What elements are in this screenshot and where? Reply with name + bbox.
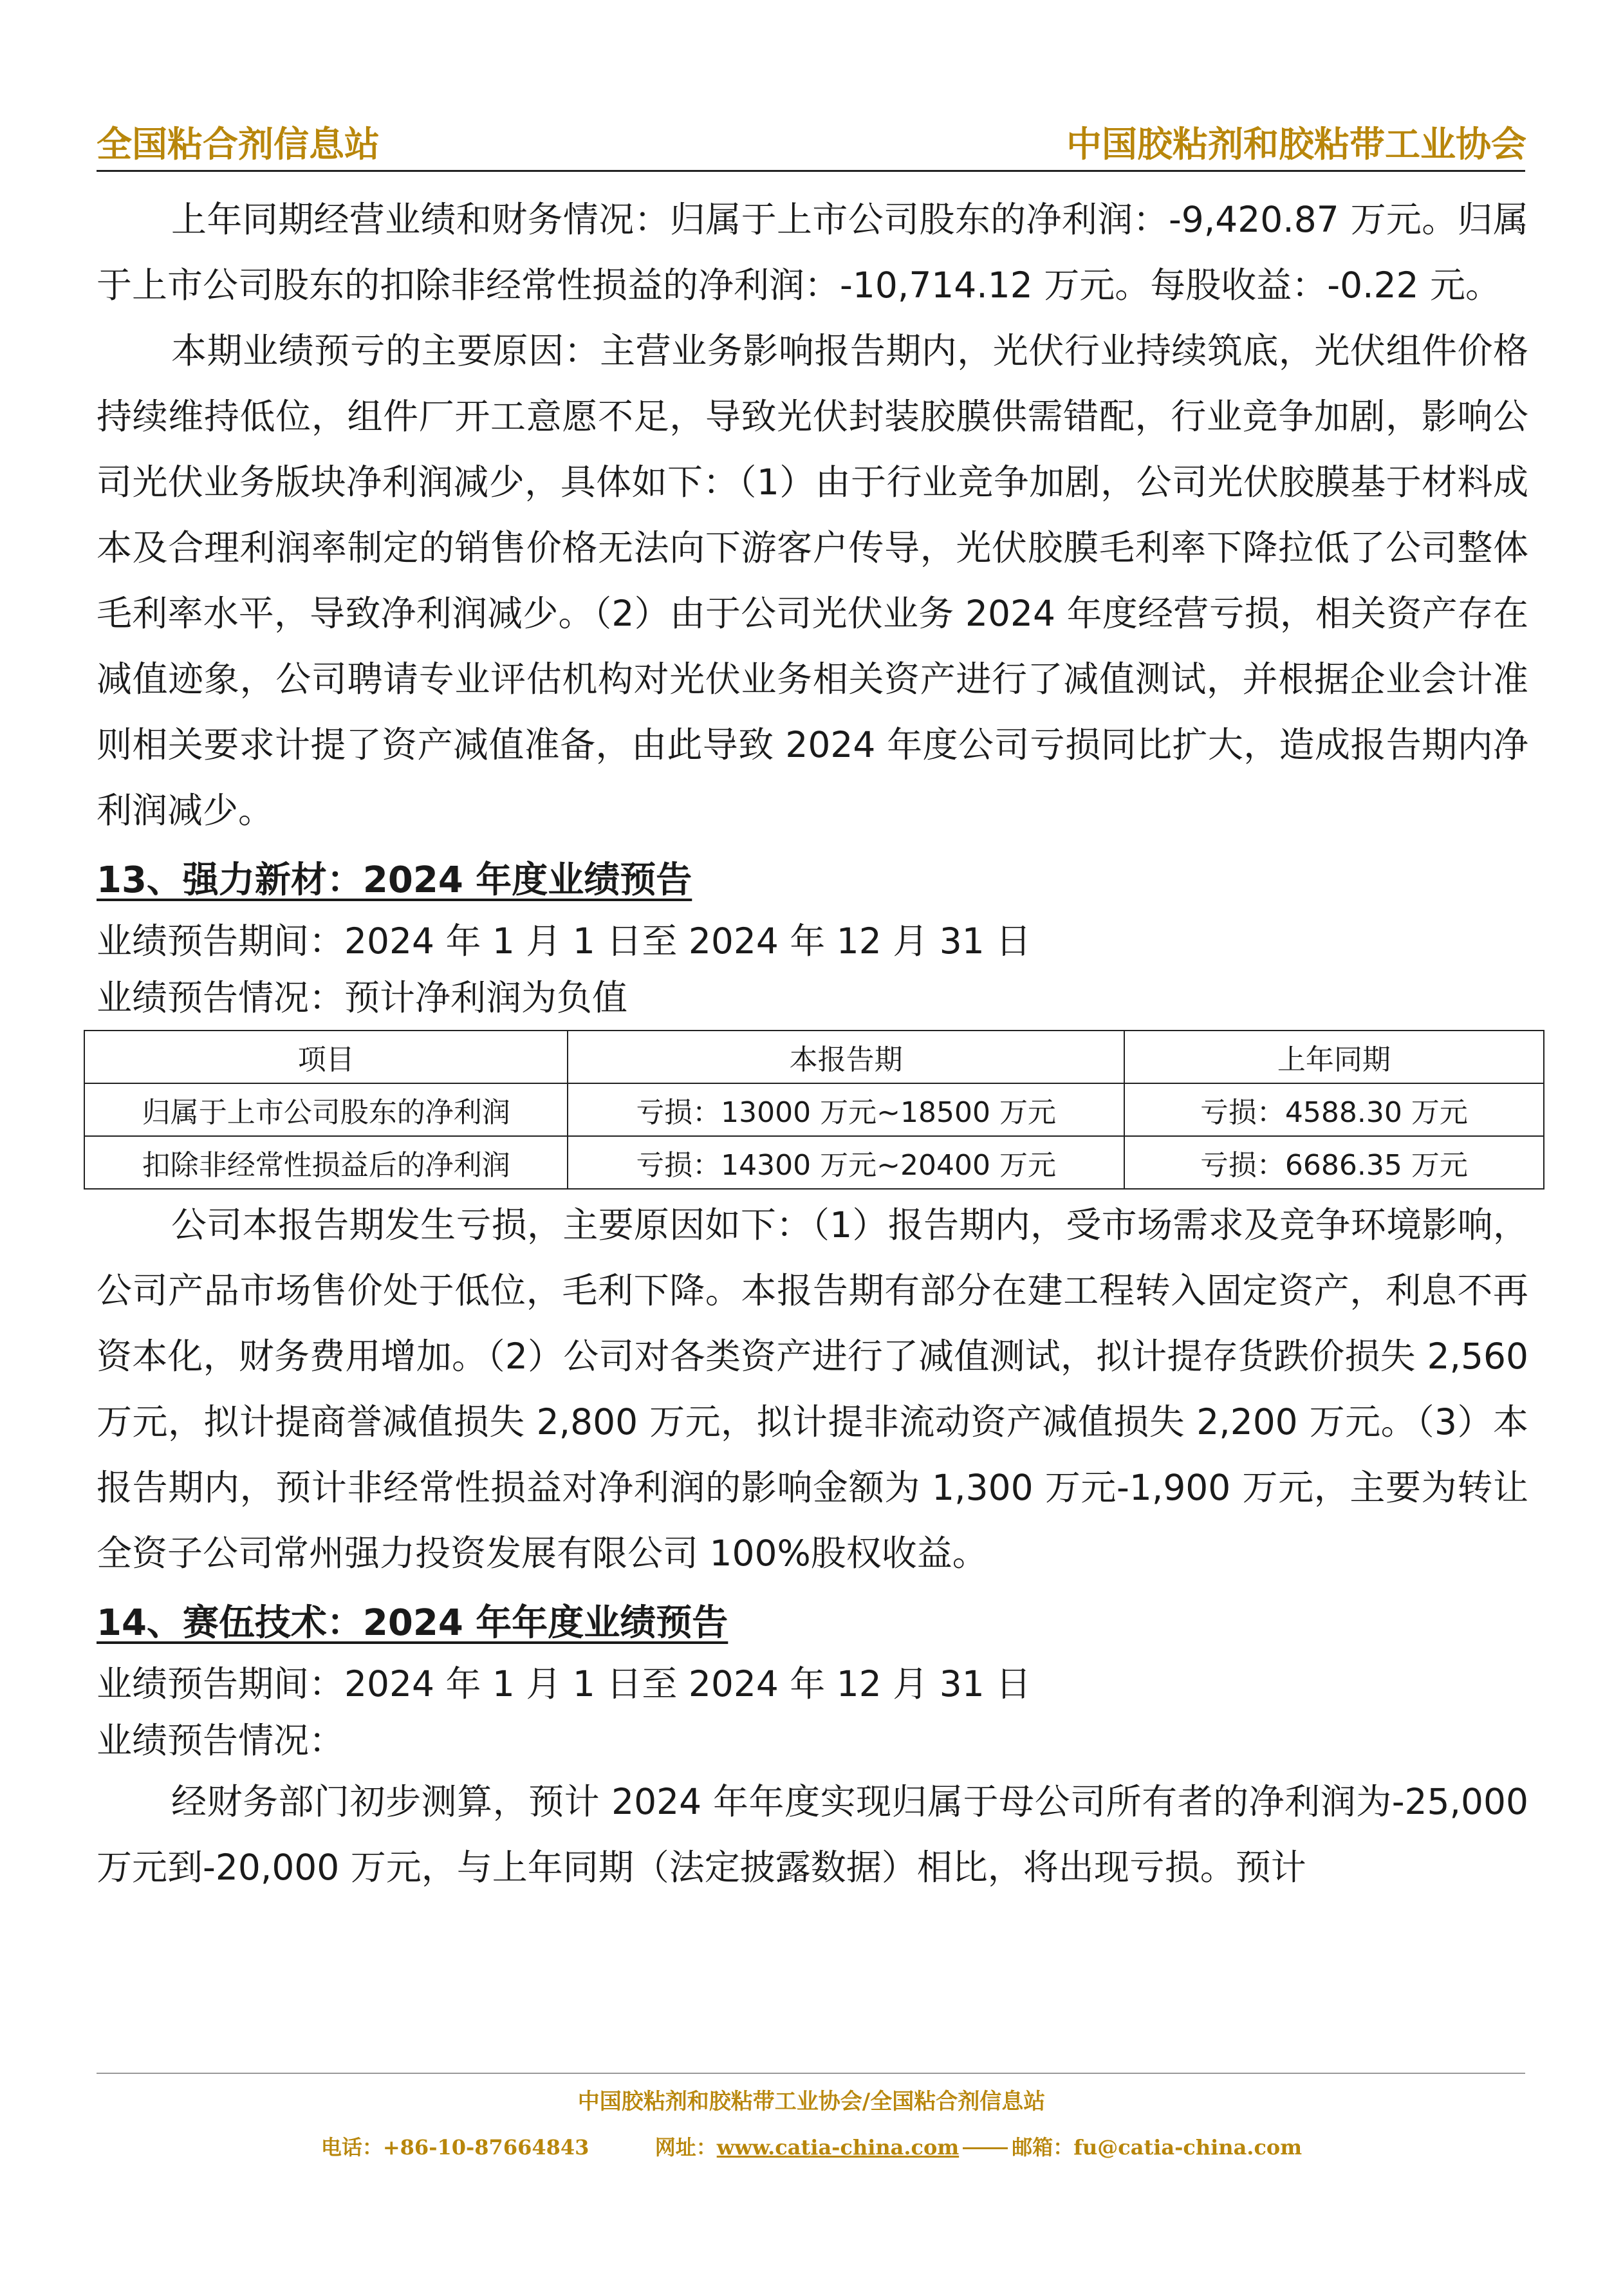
table-row [84, 1136, 1544, 1189]
footer-website-label: 网址： [654, 2135, 717, 2160]
document-body [97, 187, 1528, 1900]
footer-email[interactable]: 邮箱：fu@catia-china.com [1012, 2135, 1303, 2160]
footer-organization: 中国胶粘剂和胶粘带工业协会/全国粘合剂信息站 [577, 2089, 1046, 2114]
table-cell: 亏损：14300 万元~20400 万元 [568, 1136, 1124, 1189]
table-header-cell: 本报告期 [568, 1031, 1124, 1083]
table-row [84, 1083, 1544, 1136]
footer-divider [97, 2073, 1525, 2074]
table-cell: 亏损：4588.30 万元 [1124, 1083, 1544, 1136]
section-title-14: 14、赛伍技术：2024 年年度业绩预告 [97, 1602, 728, 1644]
paragraph-prior-year-results: 上年同期经营业绩和财务情况：归属于上市公司股东的净利润：-9,420.87 万元。归属于上市公司股东的扣除非经常性损益的净利润：-10,714.12 万元。每股收益：-0.22 元。 [97, 199, 1528, 306]
footer-phone: 电话：+86-10-87664843 [320, 2135, 589, 2160]
forecast-period-14: 业绩预告期间：2024 年 1 月 1 日至 2024 年 12 月 31 日 [97, 1663, 1032, 1704]
performance-table [84, 1030, 1544, 1190]
paragraph-forecast-14: 经财务部门初步测算，预计 2024 年年度实现归属于母公司所有者的净利润为-25,000 万元到-20,000 万元，与上年同期（法定披露数据）相比，将出现亏损。预计 [97, 1781, 1528, 1888]
footer-website-link[interactable]: www.catia-china.com [716, 2135, 960, 2160]
paragraph-loss-reasons: 本期业绩预亏的主要原因：主营业务影响报告期内，光伏行业持续筑底，光伏组件价格持续维持低位，组件厂开工意愿不足，导致光伏封装胶膜供需错配，行业竞争加剧，影响公司光伏业务版块净利润减少，具体如下：（1）由于行业竞争加剧，公司光伏胶膜基于材料成本及合理利润率制定的销售价格无法向下游客户传导，光伏胶膜毛利率下降拉低了公司整体毛利率水平，导致净利润减少。（2）由于公司光伏业务 2024 年度经营亏损，相关资产存在减值迹象，公司聘请专业评估机构对光伏业务相关资产进行了减值测试，并根据企业会计准则相关要求计提了资产减值准备，由此导致 2024 年度公司亏损同比扩大，造成报告期内净利润减少。 [97, 330, 1528, 831]
paragraph-loss-causes-13: 公司本报告期发生亏损，主要原因如下：（1）报告期内，受市场需求及竞争环境影响，公司产品市场售价处于低位，毛利下降。本报告期有部分在建工程转入固定资产，利息不再资本化，财务费用增加。（2）公司对各类资产进行了减值测试，拟计提存货跌价损失 2,560 万元，拟计提商誉减值损失 2,800 万元，拟计提非流动资产减值损失 2,200 万元。（3）本报告期内，预计非经常性损益对净利润的影响金额为 1,300 万元-1,900 万元，主要为转让全资子公司常州强力投资发展有限公司 100%股权收益。 [97, 1204, 1528, 1574]
section-title-13: 13、强力新材：2024 年度业绩预告 [97, 859, 692, 901]
forecast-period-13: 业绩预告期间：2024 年 1 月 1 日至 2024 年 12 月 31 日 [97, 920, 1032, 962]
header-association-name: 中国胶粘剂和胶粘带工业协会 [1066, 124, 1526, 165]
table-header-cell: 项目 [84, 1031, 568, 1083]
table-header-row [84, 1031, 1544, 1083]
footer-contact [0, 2128, 1623, 2167]
header-site-name: 全国粘合剂信息站 [97, 124, 380, 165]
table-cell: 亏损：6686.35 万元 [1124, 1136, 1544, 1189]
table-cell: 归属于上市公司股东的净利润 [84, 1083, 568, 1136]
header-divider [97, 170, 1525, 172]
table-cell: 亏损：13000 万元~18500 万元 [568, 1083, 1124, 1136]
forecast-status-13: 业绩预告情况：预计净利润为负值 [97, 977, 628, 1018]
table-header-cell: 上年同期 [1124, 1031, 1544, 1083]
table-cell: 扣除非经常性损益后的净利润 [84, 1136, 568, 1189]
forecast-status-14: 业绩预告情况： [97, 1720, 345, 1761]
